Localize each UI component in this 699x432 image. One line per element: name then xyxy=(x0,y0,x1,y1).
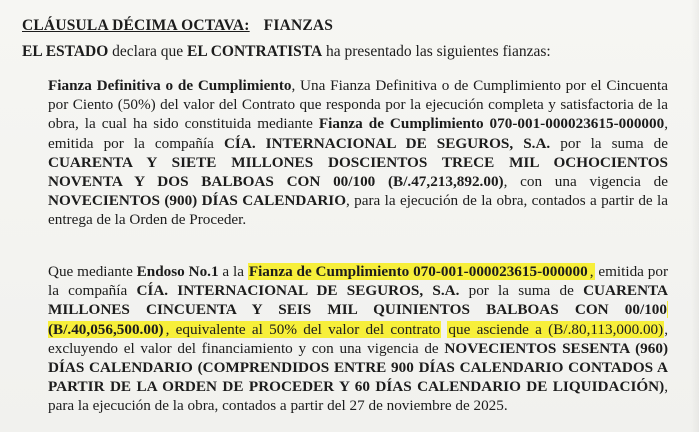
page-edge-shadow xyxy=(691,0,699,432)
para-text: por la suma de xyxy=(550,134,668,152)
endorsement-amount-words: CUARENTA MILLONES CINCUENTA Y SEIS MIL QUINIENTOS BALBOAS CON 00/100 xyxy=(48,282,669,319)
para-text: , emitida por la compañía xyxy=(48,115,668,152)
paragraph-definitive-bond xyxy=(48,76,668,230)
highlighted-percentage: , equivalente al 50% del valor del contrato xyxy=(165,320,441,338)
bond-type-label: Fianza Definitiva o de Cumplimiento xyxy=(48,77,292,94)
highlighted-amount: (B/.40,056,500.00) xyxy=(48,301,668,337)
highlight: , xyxy=(589,263,594,280)
para-text: , con una vigencia de xyxy=(503,173,668,191)
intro-line xyxy=(22,43,551,61)
para-text: Que mediante xyxy=(48,263,137,280)
bond-number: Fianza de Cumplimiento 070-001-000023615-000000 xyxy=(318,115,665,133)
endorsement-number: Endoso No.1 xyxy=(136,263,219,280)
insurer-name: CÍA. INTERNACIONAL DE SEGUROS, S.A. xyxy=(136,282,460,300)
bond-duration: NOVECIENTOS (900) DÍAS CALENDARIO xyxy=(48,192,347,210)
para-text: a la xyxy=(218,263,248,280)
party-state: EL ESTADO xyxy=(22,43,109,60)
paragraph-endorsement xyxy=(48,262,668,416)
highlighted-bond-number: Fianza de Cumplimiento 070-001-000023615-000000 xyxy=(248,263,588,280)
highlighted-contract-value: que asciende a (B/.80,113,000.00) xyxy=(448,320,664,338)
clause-title: CLÁUSULA DÉCIMA OCTAVA: xyxy=(22,17,250,34)
para-text: por la suma de xyxy=(459,282,584,300)
insurer-name: CÍA. INTERNACIONAL DE SEGUROS, S.A. xyxy=(223,134,551,152)
party-contractor: EL CONTRATISTA xyxy=(187,43,323,60)
para-text: , excluyendo el valor del financiamiento y con una vigencia de xyxy=(48,320,669,357)
clause-subject: FIANZAS xyxy=(263,17,334,34)
para-text: , Una Fianza Definitiva o de Cumplimiento por el Cincuenta por Ciento (50%) del valor del Contrato que responda por la ejecución completa y satisfactoria de la obra, la cual ha sido constituida mediante xyxy=(48,77,668,133)
clause-heading xyxy=(22,17,333,35)
endorsement-duration: NOVECIENTOS SESENTA (960) DÍAS CALENDARIO (COMPRENDIDOS ENTRE 900 DÍAS CALENDARIO CONTADOS A PARTIR DE LA ORDEN DE PROCEDER Y 60 DÍAS CALENDARIO DE LIQUIDACIÓN) xyxy=(48,339,668,396)
para-text: , para la ejecución de la obra, contados a partir del 27 de noviembre de 2025. xyxy=(48,378,668,415)
para-text: , para la ejecución de la obra, contados a partir de la entrega de la Orden de Proceder. xyxy=(48,192,668,229)
intro-text-end: ha presentado las siguientes fianzas: xyxy=(322,43,551,60)
bond-amount: CUARENTA Y SIETE MILLONES DOSCIENTOS TRECE MIL OCHOCIENTOS NOVENTA Y DOS BALBOAS CON 00/100 (B/.47,213,892.00) xyxy=(48,153,668,191)
intro-text: declara que xyxy=(108,43,188,60)
para-text: emitida por la compañía xyxy=(48,263,668,300)
